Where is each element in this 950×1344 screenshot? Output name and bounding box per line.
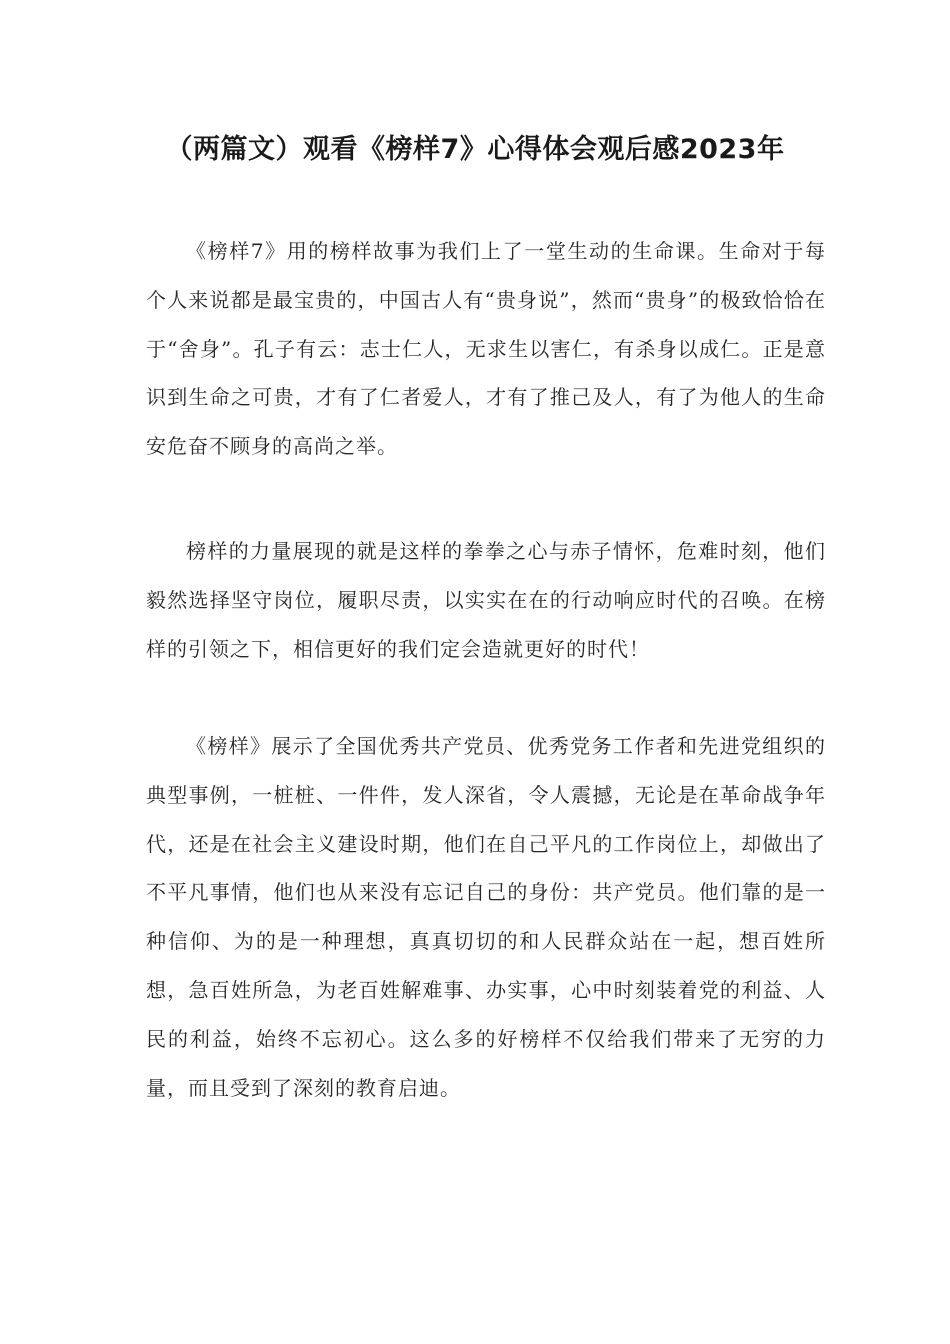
paragraph-1: 《榜样7》用的榜样故事为我们上了一堂生动的生命课。生命对于每个人来说都是最宝贵的，中国古人有“贵身说”，然而“贵身”的极致恰恰在于“舍身”。孔子有云：志士仁人，无求生以害仁，有杀身以成仁。正是意识到生命之可贵，才有了仁者爱人，才有了推己及人，有了为他人的生命安危奋不顾身的高尚之举。 [146,239,826,459]
document-title: （两篇文）观看《榜样7》心得体会观后感2023年 [165,134,785,165]
paragraph-2: 榜样的力量展现的就是这样的拳拳之心与赤子情怀，危难时刻，他们毅然选择坚守岗位，履职尽责，以实实在在的行动响应时代的召唤。在榜样的引领之下，相信更好的我们定会造就更好的时代！ [146,539,826,661]
paragraph-3: 《榜样》展示了全国优秀共产党员、优秀党务工作者和先进党组织的典型事例，一桩桩、一件件，发人深省，令人震撼，无论是在革命战争年代，还是在社会主义建设时期，他们在自己平凡的工作岗位上，却做出了不平凡事情，他们也从来没有忘记自己的身份：共产党员。他们靠的是一种信仰、为的是一种理想，真真切切的和人民群众站在一起，想百姓所想，急百姓所急，为老百姓解难事、办实事，心中时刻装着党的利益、人民的利益，始终不忘初心。这么多的好榜样不仅给我们带来了无穷的力量，而且受到了深刻的教育启迪。 [146,734,826,1100]
